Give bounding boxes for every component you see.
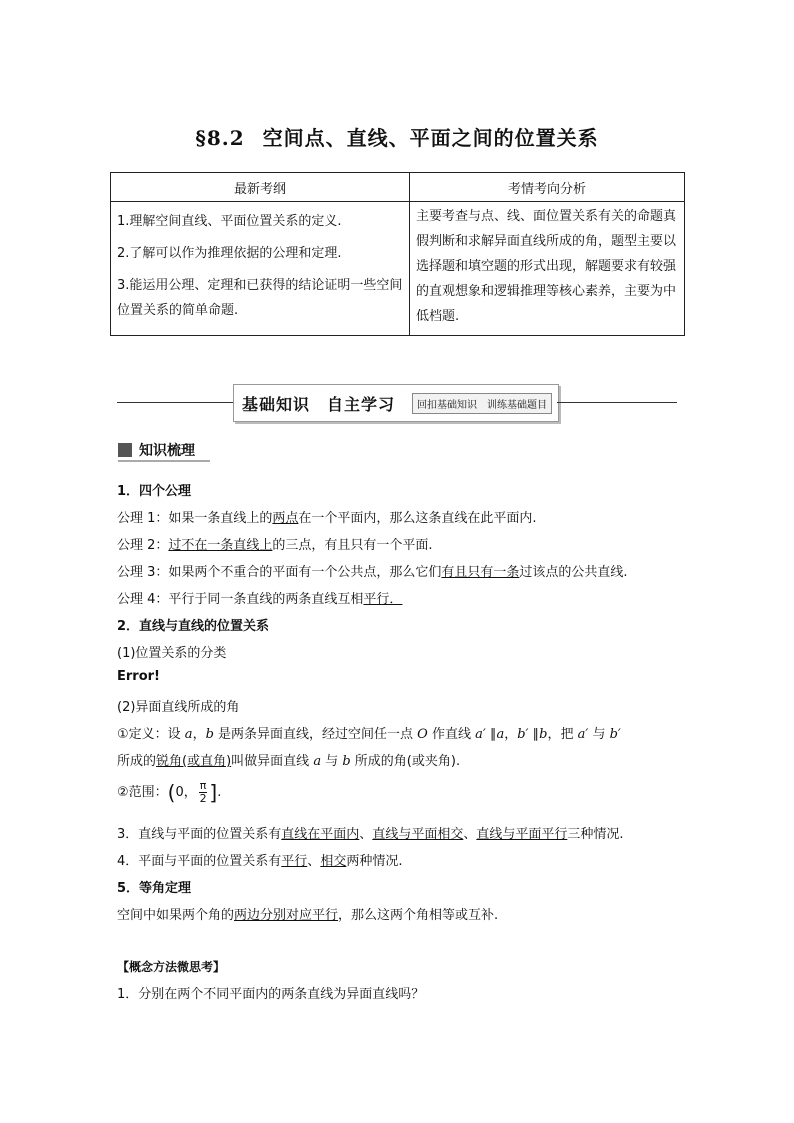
text: 所成的 bbox=[117, 754, 157, 769]
text: 与 bbox=[321, 754, 343, 769]
text: 空间中如果两个角的 bbox=[117, 908, 235, 923]
outline-item: 1.理解空间直线、平面位置关系的定义. bbox=[117, 214, 342, 229]
text: ， bbox=[504, 727, 518, 742]
definition-line-2 bbox=[117, 750, 460, 769]
table-row bbox=[111, 202, 685, 336]
section-banner bbox=[117, 382, 677, 424]
axiom-1 bbox=[117, 507, 537, 526]
underlined-text: 两边分别对应平行 bbox=[234, 908, 339, 923]
page-title bbox=[0, 122, 794, 151]
text: ，把 bbox=[547, 727, 578, 742]
var: b bbox=[342, 754, 351, 769]
numerator: π bbox=[199, 779, 207, 792]
subheading-skew-angle: (2)异面直线所成的角 bbox=[117, 700, 240, 715]
heading-line-relations: 2．直线与直线的位置关系 bbox=[117, 619, 270, 634]
analysis-text: 主要考查与点、线、面位置关系有关的命题真假判断和求解异面直线所成的角，题型主要以选择题和填空题的形式出现，解题要求有较强的直观想象和逻辑推理等核心素养，主要为中低档题. bbox=[416, 209, 677, 324]
var: b bbox=[539, 727, 548, 742]
var: a bbox=[313, 754, 322, 769]
underlined-text: 过不在一条直线上 bbox=[168, 538, 273, 553]
text: ∥ bbox=[485, 727, 497, 742]
text: ①定义：设 bbox=[117, 727, 185, 742]
text: 3．直线与平面的位置关系有 bbox=[117, 827, 282, 842]
range-line bbox=[117, 780, 221, 805]
text: 与 bbox=[588, 727, 610, 742]
text: 过该点的公共直线. bbox=[519, 565, 628, 580]
underlined-text: 平行． bbox=[363, 592, 403, 607]
section-number: §8.2 bbox=[195, 126, 245, 150]
outline-item: 3.能运用公理、定理和已获得的结论证明一些空间位置关系的简单命题. bbox=[117, 278, 403, 318]
outline-item: 2.了解可以作为推理依据的公理和定理. bbox=[117, 246, 342, 261]
square-icon bbox=[118, 443, 132, 457]
underlined-text: 直线与平面平行 bbox=[476, 827, 568, 842]
var: a bbox=[496, 727, 505, 742]
var: a′ bbox=[577, 727, 589, 742]
text: 所成的角(或夹角). bbox=[350, 754, 461, 769]
axiom-4 bbox=[117, 588, 402, 607]
error-text: Error! bbox=[117, 669, 160, 684]
banner-box bbox=[233, 384, 559, 422]
open-bracket: ( bbox=[167, 780, 176, 805]
text: 在一个平面内，那么这条直线在此平面内. bbox=[298, 511, 537, 526]
var: b′ bbox=[609, 727, 621, 742]
text: ， bbox=[192, 727, 206, 742]
underlined-text: 有且只有一条 bbox=[441, 565, 520, 580]
text: . bbox=[217, 785, 222, 800]
text: 是两条异面直线，经过空间任一点 bbox=[213, 727, 418, 742]
heading-axioms: 1．四个公理 bbox=[117, 484, 192, 499]
var: a bbox=[184, 727, 193, 742]
underlined-text: 锐角(或直角) bbox=[156, 754, 232, 769]
divider bbox=[557, 402, 677, 403]
analysis-cell bbox=[410, 202, 685, 336]
underlined-text: 直线在平面内 bbox=[281, 827, 360, 842]
var: a′ bbox=[475, 727, 486, 742]
text: 公理 3：如果两个不重合的平面有一个公共点，那么它们 bbox=[117, 565, 442, 580]
text: 叫做异面直线 bbox=[231, 754, 314, 769]
definition-line-1 bbox=[117, 723, 621, 742]
text: 4．平面与平面的位置关系有 bbox=[117, 854, 282, 869]
underlined-text: 平行 bbox=[281, 854, 308, 869]
subheading-classification: (1)位置关系的分类 bbox=[117, 646, 227, 661]
text: 、 bbox=[359, 827, 373, 842]
table-header-row bbox=[111, 173, 685, 202]
text: 公理 2： bbox=[117, 538, 169, 553]
header-analysis: 考情考向分析 bbox=[410, 173, 685, 202]
header-outline: 最新考纲 bbox=[111, 173, 410, 202]
knowledge-section-heading bbox=[118, 440, 210, 462]
question-1: 1．分别在两个不同平面内的两条直线为异面直线吗？ bbox=[117, 987, 425, 1002]
divider bbox=[117, 402, 233, 403]
text: ②范围： bbox=[117, 785, 168, 800]
text: 公理 4：平行于同一条直线的两条直线互相 bbox=[117, 592, 364, 607]
item-4 bbox=[117, 850, 402, 869]
text: 三种情况. bbox=[567, 827, 624, 842]
text: 0， bbox=[175, 785, 197, 800]
text: 两种情况. bbox=[346, 854, 403, 869]
text: 、 bbox=[463, 827, 477, 842]
denominator: 2 bbox=[199, 792, 207, 805]
section-label: 知识梳理 bbox=[139, 443, 195, 459]
banner-title: 基础知识 自主学习 bbox=[242, 395, 396, 414]
text: 公理 1：如果一条直线上的 bbox=[117, 511, 273, 526]
var: O bbox=[417, 727, 428, 742]
outline-cell bbox=[111, 202, 410, 336]
underlined-text: 两点 bbox=[272, 511, 299, 526]
close-bracket: ] bbox=[209, 780, 218, 805]
fraction bbox=[199, 780, 208, 805]
axiom-3 bbox=[117, 561, 628, 580]
divider bbox=[118, 460, 210, 462]
theorem-text bbox=[117, 904, 498, 923]
underlined-text: 直线与平面相交 bbox=[372, 827, 464, 842]
banner-subtitle: 回扣基础知识 训练基础题目 bbox=[412, 393, 552, 414]
underlined-text: 相交 bbox=[320, 854, 347, 869]
title-text: 空间点、直线、平面之间的位置关系 bbox=[262, 126, 599, 150]
text: 的三点，有且只有一个平面. bbox=[272, 538, 433, 553]
text: 作直线 bbox=[427, 727, 476, 742]
item-3 bbox=[117, 823, 624, 842]
text: ，那么这两个角相等或互补. bbox=[338, 908, 499, 923]
var: b′ bbox=[517, 727, 529, 742]
var: b bbox=[205, 727, 214, 742]
text: 、 bbox=[307, 854, 321, 869]
think-label: 【概念方法微思考】 bbox=[117, 960, 226, 974]
heading-equal-angle: 5．等角定理 bbox=[117, 881, 192, 896]
axiom-2 bbox=[117, 534, 433, 553]
text: ∥ bbox=[528, 727, 540, 742]
outline-table bbox=[110, 172, 685, 336]
